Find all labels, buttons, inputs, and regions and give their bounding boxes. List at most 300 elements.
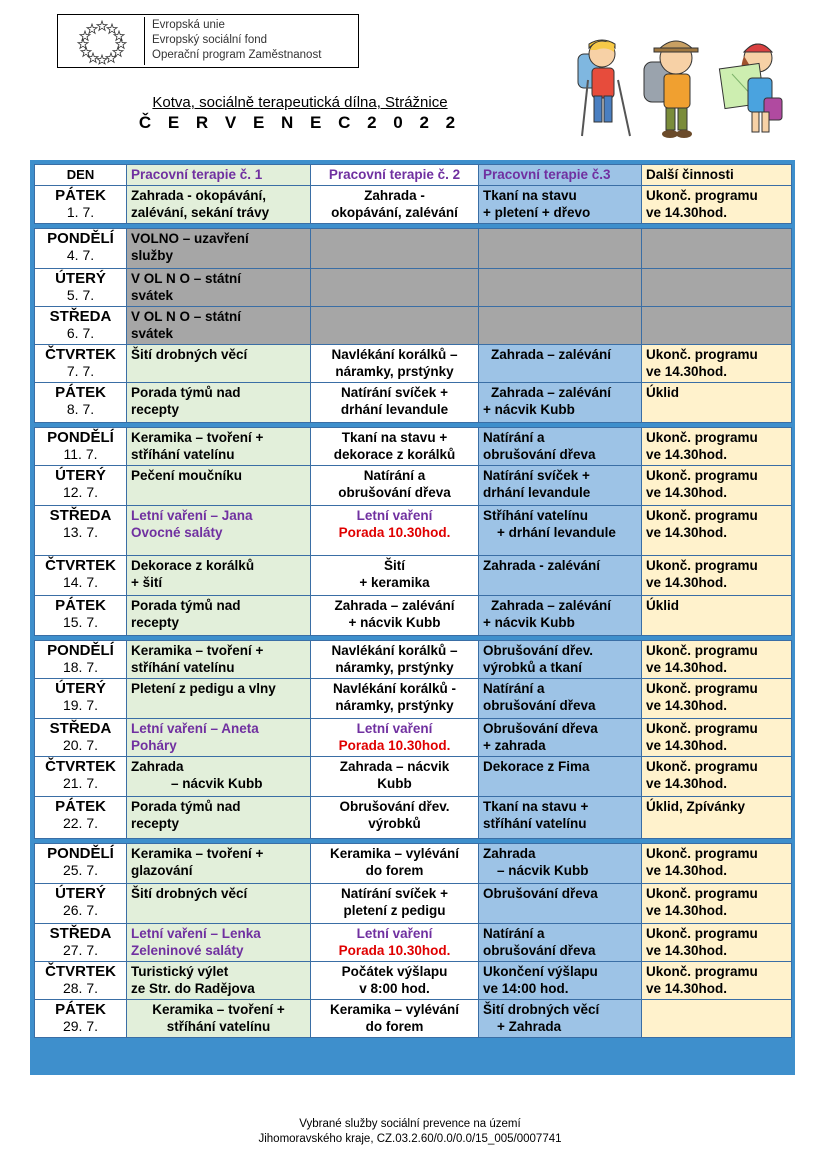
day-cell <box>35 719 127 757</box>
header-row <box>35 165 792 186</box>
therapy-3-cell <box>479 924 642 962</box>
day-cell <box>35 466 127 506</box>
day-cell <box>35 884 127 924</box>
other-line-2: ve 14.30hod. <box>646 660 728 675</box>
day-name: STŘEDA <box>49 925 112 942</box>
day-name: STŘEDA <box>49 308 112 325</box>
other-line-1: Ukonč. programu <box>646 846 758 861</box>
day-cell <box>35 229 127 269</box>
eu-logo <box>57 14 359 68</box>
day-date: 15. 7. <box>62 614 99 630</box>
therapy-2-line-1: Navlékání korálků – <box>331 347 458 362</box>
day-name: PÁTEK <box>55 597 106 614</box>
day-date: 21. 7. <box>62 775 99 791</box>
table-row <box>35 428 792 466</box>
therapy-3-line-2: obrušování dřeva <box>483 943 596 958</box>
therapy-1-line-2: stříhání vatelínu <box>131 660 235 675</box>
therapy-1-cell <box>127 962 311 1000</box>
day-date: 6. 7. <box>66 325 95 341</box>
table-row <box>35 307 792 345</box>
therapy-2-line-2: pletení z pedigu <box>343 903 446 918</box>
table-row <box>35 186 792 224</box>
therapy-1-cell <box>127 757 311 797</box>
therapy-3-cell <box>479 383 642 423</box>
therapy-1-line-1: Keramika – tvoření + <box>131 430 264 445</box>
therapy-2-line-1: Letní vaření <box>356 508 433 523</box>
therapy-2-line-1: Keramika – vylévání <box>329 846 460 861</box>
table-row <box>35 924 792 962</box>
therapy-1-line-1: VOLNO – uzavření <box>131 231 249 246</box>
header-therapy-1: Pracovní terapie č. 1 <box>127 165 311 186</box>
other-line-2: ve 14.30hod. <box>646 485 728 500</box>
therapy-2-line-2: výrobků <box>368 816 421 831</box>
other-line-2: ve 14.30hod. <box>646 943 728 958</box>
day-date: 18. 7. <box>62 659 99 675</box>
therapy-1-line-2: služby <box>131 248 174 263</box>
day-cell <box>35 345 127 383</box>
day-name: ČTVRTEK <box>45 758 116 775</box>
therapy-2-line-2: Porada 10.30hod. <box>338 943 451 958</box>
day-name: PONDĚLÍ <box>47 429 114 446</box>
therapy-2-cell <box>311 596 479 636</box>
therapy-2-cell <box>311 884 479 924</box>
day-date: 26. 7. <box>62 902 99 918</box>
therapy-3-line-1: Zahrada – zalévání <box>491 347 612 362</box>
day-cell <box>35 307 127 345</box>
other-cell <box>642 641 792 679</box>
day-date: 7. 7. <box>66 363 95 379</box>
therapy-2-cell <box>311 506 479 556</box>
day-date: 11. 7. <box>63 446 98 462</box>
therapy-2-cell <box>311 186 479 224</box>
other-line-2: ve 14.30hod. <box>646 776 728 791</box>
therapy-2-line-1: Šití <box>383 558 405 573</box>
therapy-2-cell <box>311 556 479 596</box>
therapy-1-cell <box>127 428 311 466</box>
therapy-2-line-1: Natírání a <box>363 468 426 483</box>
therapy-3-cell <box>479 596 642 636</box>
day-date: 1. 7. <box>66 204 95 220</box>
other-line-2: ve 14.30hod. <box>646 903 728 918</box>
therapy-3-cell <box>479 345 642 383</box>
other-line-1: Ukonč. programu <box>646 347 758 362</box>
therapy-3-line-1: Tkaní na stavu + <box>483 799 589 814</box>
other-cell <box>642 383 792 423</box>
day-cell <box>35 797 127 839</box>
therapy-2-line-2: + nácvik Kubb <box>348 615 441 630</box>
therapy-3-line-2: obrušování dřeva <box>483 447 596 462</box>
therapy-1-line-1: Porada týmů nad <box>131 799 241 814</box>
day-name: PÁTEK <box>55 798 106 815</box>
therapy-2-line-1: Tkaní na stavu + <box>341 430 448 445</box>
kid-3-icon <box>719 44 782 132</box>
therapy-1-cell <box>127 679 311 719</box>
therapy-3-line-2: + drhání levandule <box>497 525 616 540</box>
therapy-3-line-1: Šití drobných věcí <box>483 1002 600 1017</box>
other-cell <box>642 679 792 719</box>
therapy-1-line-1: Šití drobných věcí <box>131 347 248 362</box>
therapy-2-line-2: v 8:00 hod. <box>359 981 430 996</box>
therapy-3-line-2: + Zahrada <box>497 1019 562 1034</box>
header-other: Další činnosti <box>642 165 792 186</box>
therapy-1-cell <box>127 924 311 962</box>
therapy-3-cell <box>479 466 642 506</box>
therapy-3-cell <box>479 797 642 839</box>
therapy-1-cell <box>127 797 311 839</box>
table-row <box>35 229 792 269</box>
therapy-1-cell <box>127 844 311 884</box>
other-cell <box>642 884 792 924</box>
table-row <box>35 719 792 757</box>
day-name: PÁTEK <box>55 1001 106 1018</box>
other-line-2: ve 14.30hod. <box>646 364 728 379</box>
other-cell <box>642 307 792 345</box>
other-cell <box>642 345 792 383</box>
therapy-1-cell <box>127 596 311 636</box>
eu-line-1: Evropská unie <box>152 19 225 31</box>
therapy-1-line-2: ze Str. do Radějova <box>131 981 255 996</box>
therapy-3-line-2: ve 14:00 hod. <box>483 981 569 996</box>
therapy-3-cell <box>479 844 642 884</box>
therapy-1-cell <box>127 1000 311 1038</box>
therapy-2-line-2: Porada 10.30hod. <box>338 525 451 540</box>
table-row <box>35 345 792 383</box>
therapy-2-line-1: Zahrada - <box>364 188 425 203</box>
table-row <box>35 797 792 839</box>
therapy-1-line-2: recepty <box>131 615 180 630</box>
therapy-1-line-1: Zahrada - okopávání, <box>131 188 267 203</box>
therapy-1-line-2: stříhání vatelínu <box>131 447 235 462</box>
day-name: ÚTERÝ <box>55 270 106 287</box>
day-cell <box>35 383 127 423</box>
therapy-2-line-2: náramky, prstýnky <box>335 364 454 379</box>
other-line-2: ve 14.30hod. <box>646 575 728 590</box>
other-line-2: ve 14.30hod. <box>646 205 728 220</box>
day-cell <box>35 428 127 466</box>
therapy-1-cell <box>127 229 311 269</box>
therapy-3-cell <box>479 229 642 269</box>
therapy-1-line-2: – nácvik Kubb <box>171 776 263 791</box>
therapy-1-line-1: V OL N O – státní <box>131 309 242 324</box>
page-title: Kotva, sociálně terapeutická dílna, Strážnice <box>152 94 448 111</box>
therapy-2-cell <box>311 383 479 423</box>
therapy-3-cell <box>479 307 642 345</box>
therapy-2-line-1: Zahrada – zalévání <box>334 598 455 613</box>
therapy-1-line-2: glazování <box>131 863 193 878</box>
therapy-1-cell <box>127 345 311 383</box>
therapy-1-cell <box>127 307 311 345</box>
therapy-3-cell <box>479 556 642 596</box>
table-row <box>35 596 792 636</box>
day-cell <box>35 844 127 884</box>
table-row <box>35 556 792 596</box>
therapy-1-line-1: Letní vaření – Lenka <box>131 926 261 941</box>
therapy-1-line-2: Poháry <box>131 738 177 753</box>
therapy-1-line-1: Letní vaření – Aneta <box>131 721 259 736</box>
therapy-1-line-1: Pletení z pedigu a vlny <box>131 681 276 696</box>
day-name: ČTVRTEK <box>45 963 116 980</box>
therapy-1-cell <box>127 466 311 506</box>
therapy-1-line-1: Dekorace z korálků <box>131 558 255 573</box>
therapy-3-line-1: Obrušování dřev. <box>483 643 594 658</box>
day-name: PONDĚLÍ <box>47 845 114 862</box>
therapy-1-line-2: recepty <box>131 816 180 831</box>
day-cell <box>35 924 127 962</box>
therapy-2-line-2: drhání levandule <box>340 402 449 417</box>
therapy-3-cell <box>479 884 642 924</box>
therapy-3-line-1: Dekorace z Fima <box>483 759 590 774</box>
day-cell <box>35 556 127 596</box>
day-name: PÁTEK <box>55 384 106 401</box>
therapy-3-line-2: + zahrada <box>483 738 546 753</box>
therapy-3-line-1: Zahrada – zalévání <box>491 598 612 613</box>
therapy-2-line-2: okopávání, zalévání <box>331 205 458 220</box>
therapy-1-line-1: Zahrada <box>131 759 184 774</box>
other-line-2: ve 14.30hod. <box>646 981 728 996</box>
day-date: 29. 7. <box>62 1018 99 1034</box>
other-line-1: Úklid <box>646 598 680 613</box>
therapy-3-line-1: Zahrada - zalévání <box>483 558 601 573</box>
day-date: 4. 7. <box>66 247 95 263</box>
therapy-2-cell <box>311 466 479 506</box>
other-cell <box>642 924 792 962</box>
therapy-2-line-1: Počátek výšlapu <box>341 964 448 979</box>
therapy-2-line-2: náramky, prstýnky <box>335 698 454 713</box>
therapy-2-line-2: + keramika <box>359 575 430 590</box>
other-line-2: ve 14.30hod. <box>646 525 728 540</box>
therapy-2-line-1: Letní vaření <box>356 721 433 736</box>
therapy-3-cell <box>479 428 642 466</box>
therapy-2-line-2: dekorace z korálků <box>333 447 456 462</box>
therapy-1-line-1: Letní vaření – Jana <box>131 508 253 523</box>
therapy-3-line-2: drhání levandule <box>483 485 591 500</box>
therapy-1-cell <box>127 186 311 224</box>
other-line-2: ve 14.30hod. <box>646 447 728 462</box>
therapy-3-line-1: Ukončení výšlapu <box>483 964 598 979</box>
schedule-body <box>35 165 792 1038</box>
day-name: ČTVRTEK <box>45 346 116 363</box>
day-name: ÚTERÝ <box>55 885 106 902</box>
day-cell <box>35 1000 127 1038</box>
therapy-1-line-1: Šití drobných věcí <box>131 886 248 901</box>
table-row <box>35 844 792 884</box>
therapy-3-line-2: + nácvik Kubb <box>483 402 575 417</box>
therapy-3-line-2: + pletení + dřevo <box>483 205 591 220</box>
therapy-3-cell <box>479 719 642 757</box>
therapy-2-cell <box>311 844 479 884</box>
other-cell <box>642 186 792 224</box>
therapy-1-line-2: Zeleninové saláty <box>131 943 244 958</box>
therapy-2-line-1: Keramika – vylévání <box>329 1002 460 1017</box>
therapy-3-line-1: Natírání a <box>483 430 545 445</box>
other-line-1: Ukonč. programu <box>646 721 758 736</box>
hiking-kids-illustration <box>572 36 787 144</box>
other-line-1: Úklid <box>646 385 680 400</box>
therapy-3-cell <box>479 186 642 224</box>
day-name: PÁTEK <box>55 187 106 204</box>
table-row <box>35 383 792 423</box>
therapy-3-line-2: – nácvik Kubb <box>497 863 589 878</box>
therapy-2-line-1: Obrušování dřev. <box>339 799 450 814</box>
therapy-2-cell <box>311 345 479 383</box>
therapy-1-line-2: Ovocné saláty <box>131 525 223 540</box>
other-cell <box>642 556 792 596</box>
therapy-2-cell <box>311 307 479 345</box>
day-cell <box>35 596 127 636</box>
therapy-2-cell <box>311 924 479 962</box>
therapy-2-line-1: Navlékání korálků - <box>332 681 457 696</box>
table-row <box>35 962 792 1000</box>
other-cell <box>642 797 792 839</box>
therapy-1-line-1: Porada týmů nad <box>131 598 241 613</box>
therapy-1-line-2: recepty <box>131 402 180 417</box>
month-title: Č E R V E N E C 2 0 2 2 <box>138 113 462 132</box>
eu-line-3: Operační program Zaměstnanost <box>152 49 322 61</box>
other-line-1: Ukonč. programu <box>646 188 758 203</box>
other-line-1: Ukonč. programu <box>646 926 758 941</box>
therapy-3-line-1: Natírání a <box>483 681 545 696</box>
table-row <box>35 679 792 719</box>
therapy-3-line-1: Zahrada – zalévání <box>491 385 612 400</box>
other-line-1: Ukonč. programu <box>646 430 758 445</box>
day-date: 27. 7. <box>62 942 99 958</box>
therapy-1-cell <box>127 641 311 679</box>
therapy-3-line-2: výrobků a tkaní <box>483 660 583 675</box>
therapy-2-line-1: Natírání svíček + <box>341 385 448 400</box>
header-therapy-3: Pracovní terapie č.3 <box>479 165 642 186</box>
therapy-3-line-1: Natírání svíček + <box>483 468 590 483</box>
other-cell <box>642 506 792 556</box>
other-line-2: ve 14.30hod. <box>646 863 728 878</box>
day-date: 13. 7. <box>62 524 99 540</box>
therapy-3-cell <box>479 679 642 719</box>
therapy-2-line-1: Natírání svíček + <box>341 886 448 901</box>
therapy-2-line-2: do forem <box>365 1019 424 1034</box>
other-cell <box>642 229 792 269</box>
other-cell <box>642 466 792 506</box>
therapy-2-cell <box>311 269 479 307</box>
header-day: DEN <box>35 165 127 186</box>
table-row <box>35 641 792 679</box>
therapy-3-line-2: obrušování dřeva <box>483 698 596 713</box>
therapy-2-cell <box>311 797 479 839</box>
day-name: ÚTERÝ <box>55 680 106 697</box>
therapy-1-line-1: Porada týmů nad <box>131 385 241 400</box>
schedule-table <box>34 164 792 1038</box>
footer-line-2: Jihomoravského kraje, CZ.03.2.60/0.0/0.0/15_005/0007741 <box>258 1133 562 1145</box>
therapy-1-cell <box>127 269 311 307</box>
day-cell <box>35 962 127 1000</box>
other-line-1: Ukonč. programu <box>646 886 758 901</box>
therapy-2-cell <box>311 757 479 797</box>
therapy-1-line-1: Pečení moučníku <box>131 468 243 483</box>
therapy-3-cell <box>479 962 642 1000</box>
day-date: 20. 7. <box>62 737 99 753</box>
header-therapy-2: Pracovní terapie č. 2 <box>311 165 479 186</box>
table-row <box>35 269 792 307</box>
day-name: PONDĚLÍ <box>47 642 114 659</box>
other-cell <box>642 1000 792 1038</box>
therapy-2-line-1: Navlékání korálků – <box>331 643 458 658</box>
other-line-1: Ukonč. programu <box>646 681 758 696</box>
day-name: PONDĚLÍ <box>47 230 114 247</box>
day-name: STŘEDA <box>49 507 112 524</box>
therapy-2-cell <box>311 1000 479 1038</box>
therapy-2-line-2: obrušování dřeva <box>338 485 451 500</box>
day-name: ÚTERÝ <box>55 467 106 484</box>
therapy-2-cell <box>311 641 479 679</box>
therapy-3-cell <box>479 269 642 307</box>
day-cell <box>35 269 127 307</box>
therapy-1-line-1: Keramika – tvoření + <box>131 643 264 658</box>
day-name: STŘEDA <box>49 720 112 737</box>
eu-text <box>152 18 321 63</box>
eu-line-2: Evropský sociální fond <box>152 34 268 46</box>
day-date: 14. 7. <box>62 574 99 590</box>
therapy-3-line-1: Obrušování dřeva <box>483 886 598 901</box>
therapy-1-cell <box>127 884 311 924</box>
therapy-3-line-2: stříhání vatelínu <box>483 816 587 831</box>
eu-flag-icon <box>60 17 145 65</box>
other-cell <box>642 269 792 307</box>
therapy-1-line-2: svátek <box>131 288 174 303</box>
other-line-1: Ukonč. programu <box>646 643 758 658</box>
other-line-1: Úklid, Zpívánky <box>646 799 746 814</box>
other-line-1: Ukonč. programu <box>646 558 758 573</box>
therapy-3-cell <box>479 757 642 797</box>
therapy-2-line-2: do forem <box>365 863 424 878</box>
therapy-2-cell <box>311 428 479 466</box>
table-row <box>35 757 792 797</box>
table-row <box>35 506 792 556</box>
therapy-3-cell <box>479 1000 642 1038</box>
day-date: 5. 7. <box>66 287 95 303</box>
other-cell <box>642 596 792 636</box>
day-date: 28. 7. <box>62 980 99 996</box>
therapy-3-line-1: Stříhání vatelínu <box>483 508 589 523</box>
day-name: ČTVRTEK <box>45 557 116 574</box>
therapy-2-cell <box>311 229 479 269</box>
therapy-1-line-2: stříhání vatelínu <box>166 1019 271 1034</box>
other-cell <box>642 757 792 797</box>
other-line-2: ve 14.30hod. <box>646 738 728 753</box>
table-row <box>35 884 792 924</box>
table-row <box>35 1000 792 1038</box>
therapy-2-line-2: náramky, prstýnky <box>335 660 454 675</box>
other-cell <box>642 428 792 466</box>
day-cell <box>35 757 127 797</box>
therapy-1-line-2: zalévání, sekání trávy <box>131 205 270 220</box>
therapy-1-line-1: Keramika – tvoření + <box>131 846 264 861</box>
day-date: 12. 7. <box>62 484 99 500</box>
day-cell <box>35 186 127 224</box>
other-line-2: ve 14.30hod. <box>646 698 728 713</box>
therapy-3-line-2: + nácvik Kubb <box>483 615 575 630</box>
therapy-1-cell <box>127 383 311 423</box>
other-line-1: Ukonč. programu <box>646 964 758 979</box>
other-cell <box>642 719 792 757</box>
therapy-1-line-1: Turistický výlet <box>131 964 229 979</box>
therapy-2-cell <box>311 679 479 719</box>
day-date: 19. 7. <box>62 697 99 713</box>
therapy-1-cell <box>127 719 311 757</box>
therapy-2-line-2: Porada 10.30hod. <box>338 738 451 753</box>
therapy-3-line-1: Natírání a <box>483 926 545 941</box>
therapy-2-line-2: Kubb <box>377 776 412 791</box>
therapy-1-line-1: V OL N O – státní <box>131 271 242 286</box>
table-row <box>35 466 792 506</box>
other-line-1: Ukonč. programu <box>646 468 758 483</box>
